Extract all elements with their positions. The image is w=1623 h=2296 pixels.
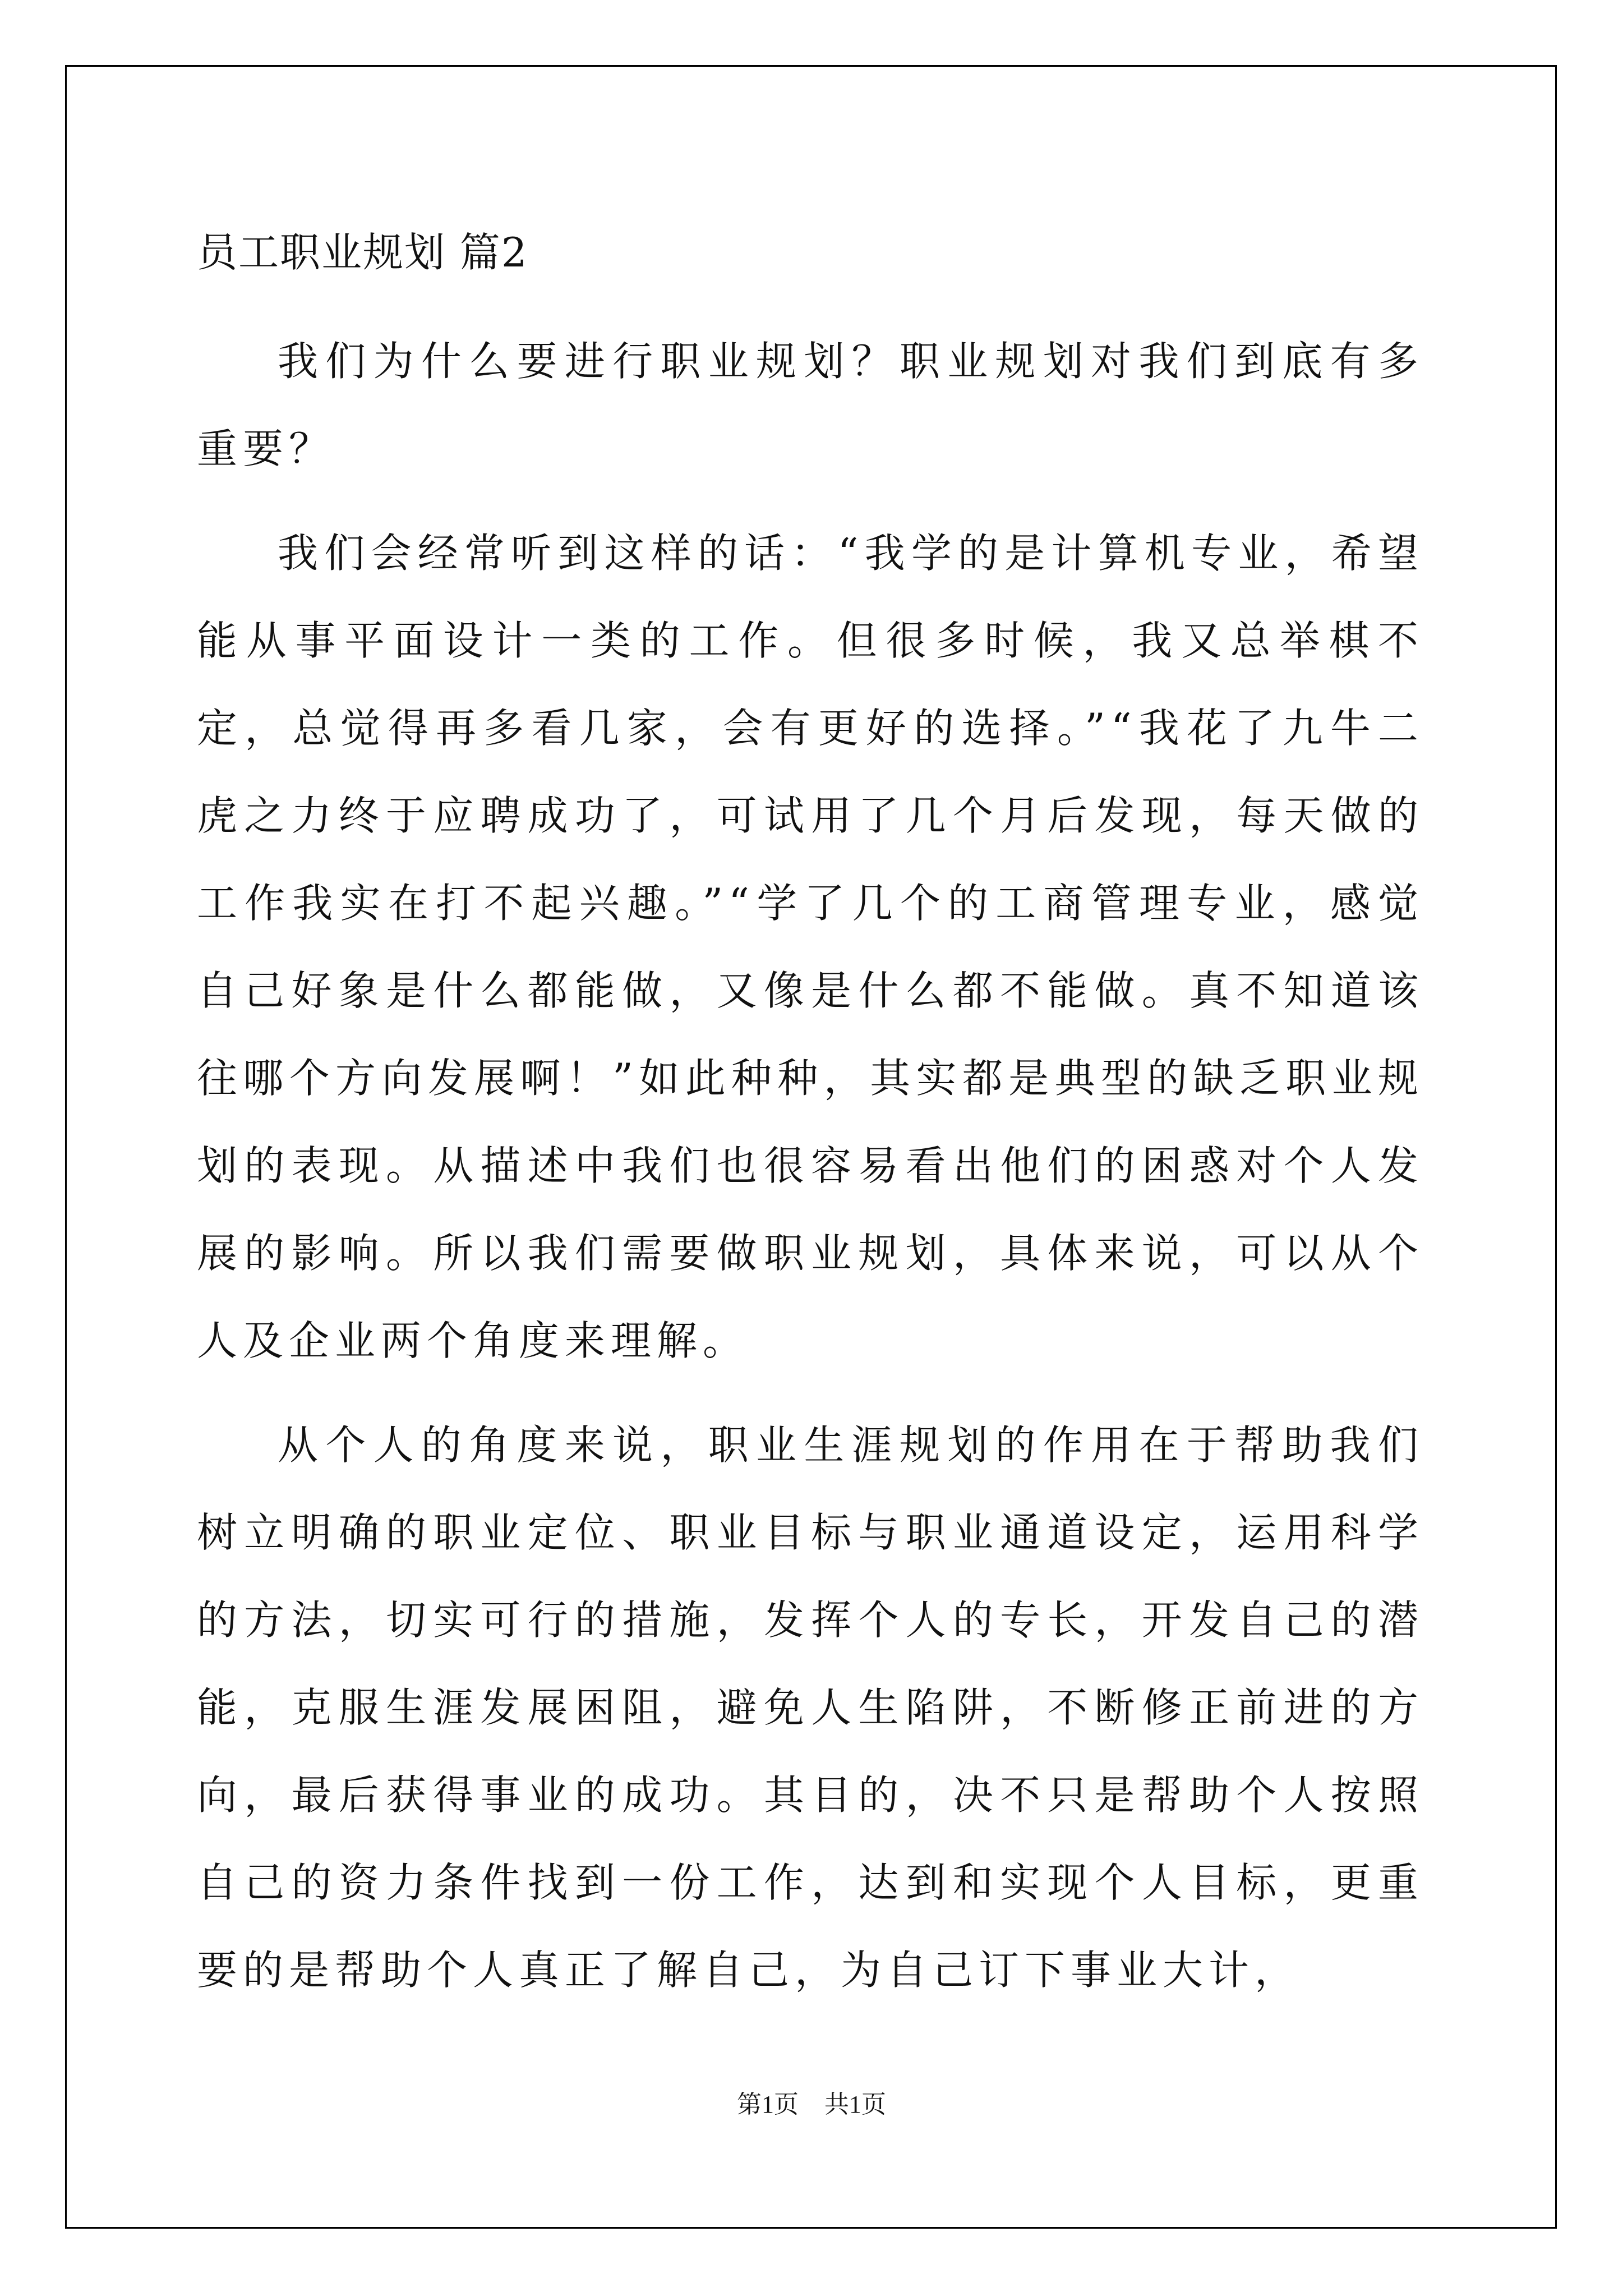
- document-title: 员工职业规划 篇2: [197, 229, 528, 276]
- paragraph-3: 从个人的角度来说，职业生涯规划的作用在于帮助我们树立明确的职业定位、职业目标与职业通道设定，运用科学的方法，切实可行的措施，发挥个人的专长，开发自己的潜能，克服生涯发展困阻，避免人生陷阱，不断修正前进的方向，最后获得事业的成功。其目的，决不只是帮助个人按照自己的资力条件找到一份工作，达到和实现个人目标，更重要的是帮助个人真正了解自己，为自己订下事业大计，: [197, 1421, 1424, 1994]
- paragraph-1: 我们为什么要进行职业规划？职业规划对我们到底有多重要？: [197, 338, 1424, 472]
- page-number: 第1页: [737, 2091, 799, 2118]
- paragraph-2: 我们会经常听到这样的话：“我学的是计算机专业，希望能从事平面设计一类的工作。但很多时候，我又总举棋不定，总觉得再多看几家，会有更好的选择。”“我花了九牛二虎之力终于应聘成功了，可试用了几个月后发现，每天做的工作我实在打不起兴趣。”“学了几个的工商管理专业，感觉自己好象是什么都能做，又像是什么都不能做。真不知道该往哪个方向发展啊！”如此种种，其实都是典型的缺乏职业规划的表现。从描述中我们也很容易看出他们的困惑对个人发展的影响。所以我们需要做职业规划，具体来说，可以从个人及企业两个角度来理解。: [197, 530, 1424, 1364]
- page-footer: [0, 2088, 1623, 2122]
- document-body: [197, 213, 1424, 2031]
- page-total: 共1页: [824, 2091, 886, 2118]
